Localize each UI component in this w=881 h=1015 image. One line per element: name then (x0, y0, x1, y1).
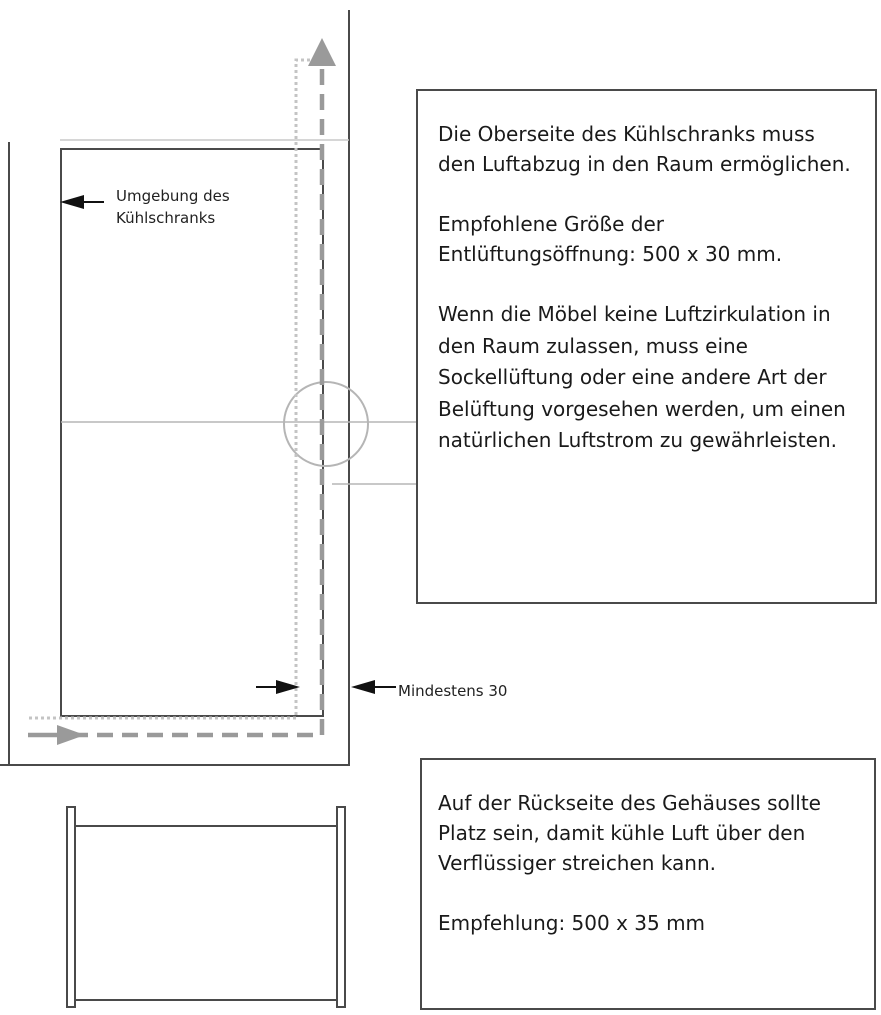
rear-clearance-note-box (420, 758, 876, 1010)
surroundings-arrow (60, 195, 84, 209)
gap-arrow-right (351, 680, 375, 694)
top-view-left-panel (67, 807, 75, 1007)
top-view-right-panel (337, 807, 345, 1007)
vent-size-note: Empfohlene Größe der Entlüftungsöffnung: 500 x 30 mm. (438, 212, 783, 266)
air-inlet-arrowhead (57, 725, 85, 745)
rear-recommendation-note: Empfehlung: 500 x 35 mm (438, 911, 706, 935)
top-outlet-note: Die Oberseite des Kühlschranks muss den Luftabzug in den Raum ermöglichen. (438, 122, 851, 176)
ventilation-note-box (416, 89, 877, 604)
airflow-dashed-path (72, 64, 322, 735)
surroundings-label (116, 185, 230, 229)
rear-space-note: Auf der Rückseite des Gehäuses sollte Platz sein, damit kühle Luft über den Verflüssiger streichen kann. (438, 791, 821, 875)
refrigerator-body (61, 149, 323, 716)
surroundings-label-line-2: Kühlschranks (116, 209, 216, 227)
surroundings-label-line-1: Umgebung des (116, 187, 230, 205)
plinth-ventilation-note: Wenn die Möbel keine Luftzirkulation in den Raum zulassen, muss eine Sockellüftung oder eine andere Art der Belüftung vorgesehen werden, um einen natürlichen Luftstrom zu gewährleisten. (438, 302, 846, 452)
air-outlet-arrowhead (308, 38, 336, 66)
minimum-gap-label: Mindestens 30 (398, 682, 508, 700)
airflow-dotted-path (29, 60, 322, 718)
